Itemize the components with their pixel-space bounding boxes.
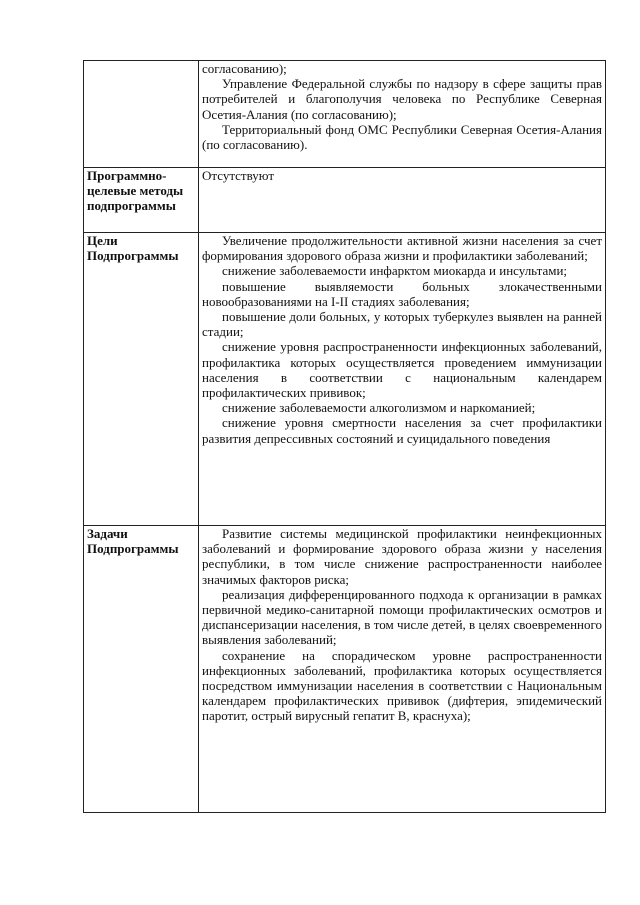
passport-table xyxy=(83,60,606,813)
table-row-participants xyxy=(84,61,606,168)
content-paragraph: снижение заболеваемости инфарктом миокарда и инсультами; xyxy=(222,263,568,279)
table-row-goals xyxy=(84,233,606,526)
content-paragraph: Управление Федеральной службы по надзору в сфере защиты прав потребителей и благополучия человека по Республике Северная Осетия-Алания (по согласованию); xyxy=(202,76,602,122)
row-content xyxy=(199,61,606,168)
row-content xyxy=(199,526,606,813)
content-paragraph: сохранение на спорадическом уровне распространенности инфекционных заболеваний, профилактика которых осуществляется посредством иммунизации населения в соответствии с Национальным календарем профилактических прививок (дифтерия, эпидемический паротит, острый вирусный гепатит В, краснуха); xyxy=(202,647,602,724)
row-content xyxy=(199,168,606,233)
content-paragraph: Развитие системы медицинской профилактики неинфекционных заболеваний и формирование здорового образа жизни у населения республики, в том числе снижение распространенности наиболее значимых факторов риска; xyxy=(202,526,602,587)
content-paragraph: Отсутствуют xyxy=(202,168,275,183)
table-row-methods xyxy=(84,168,606,233)
content-paragraph: снижение уровня смертности населения за счет профилактики развития депрессивных состояний и суицидального поведения xyxy=(202,415,602,446)
content-paragraph: Увеличение продолжительности активной жизни населения за счет формирования здорового образа жизни и профилактики заболеваний; xyxy=(202,233,602,264)
row-label: Задачи Подпрограммы xyxy=(84,526,199,813)
row-content xyxy=(199,233,606,526)
content-paragraph: согласованию); xyxy=(202,61,287,76)
content-paragraph: снижение уровня распространенности инфекционных заболеваний, профилактика которых осуществляется проведением иммунизации населения в соответствии с национальным календарем профилактических прививок; xyxy=(202,339,602,401)
content-paragraph: снижение заболеваемости алкоголизмом и наркоманией; xyxy=(222,400,536,416)
row-label: Программно-целевые методы подпрограммы xyxy=(84,168,199,233)
row-label xyxy=(84,61,199,168)
content-paragraph: повышение выявляемости больных злокачественными новообразованиями на I-II стадиях заболевания; xyxy=(202,278,602,309)
row-label: Цели Подпрограммы xyxy=(84,233,199,526)
content-paragraph: повышение доли больных, у которых туберкулез выявлен на ранней стадии; xyxy=(202,309,602,340)
table-row-tasks xyxy=(84,526,606,813)
content-paragraph: Территориальный фонд ОМС Республики Северная Осетия-Алания (по согласованию). xyxy=(202,121,602,153)
content-paragraph: реализация дифференцированного подхода к организации в рамках первичной медико-санитарной помощи профилактических осмотров и диспансеризации населения, в том числе детей, в целях своевременного выявления заболеваний; xyxy=(202,586,602,648)
